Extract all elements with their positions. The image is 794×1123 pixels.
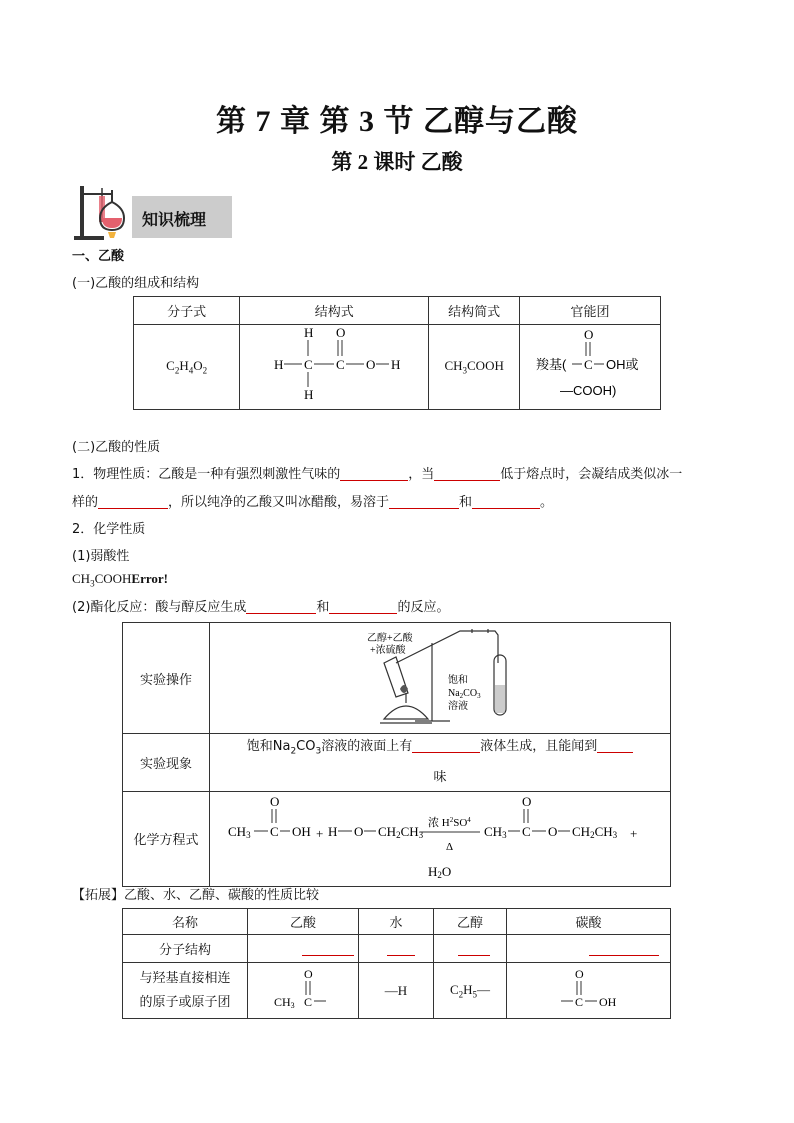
table-header: 碳酸 [507,909,671,935]
fill-blank[interactable] [329,599,397,614]
svg-text:—COOH): —COOH) [560,383,617,398]
table-header: 结构简式 [429,297,520,325]
fill-blank[interactable] [412,738,480,753]
table-header: 名称 [123,909,248,935]
acetic-group [248,963,359,1019]
ethanol-group: $C_2H_5—$ [434,963,507,1019]
table-header: 水 [359,909,434,935]
row-label: 化学方程式 [123,791,210,886]
svg-text:H: H [391,357,401,372]
table-header: 乙酸 [248,909,359,935]
acid-equation: $CH_3COOHError$! [72,571,168,589]
page-subtitle: 第 2 课时 乙酸 [331,150,463,174]
equation-cell [210,791,671,886]
svg-text:CH2CH3: CH2CH3 [572,823,618,840]
svg-text:O: O [522,793,532,809]
svg-text:+浓硫酸: +浓硫酸 [370,645,406,656]
comparison-table [122,908,671,1019]
fill-blank[interactable] [472,494,540,509]
acetyl-diagram [248,964,356,1018]
svg-text:+: + [316,825,324,841]
fill-blank[interactable] [389,494,459,509]
carboxyl-diagram [520,325,660,409]
fill-blank[interactable] [387,941,415,956]
answer-cell [507,935,671,963]
svg-text:+: + [630,825,638,841]
water-group: —H [359,963,434,1019]
svg-text:O: O [270,793,280,809]
answer-cell [359,935,434,963]
svg-text:CH2CH3: CH2CH3 [378,823,424,840]
table-header: 官能团 [520,297,661,325]
fill-blank[interactable] [246,599,316,614]
lab-flask-icon [72,182,132,242]
section-heading: 2．化学性质 [72,522,146,537]
svg-text:C: C [304,994,313,1009]
question-line: 样的 ，所以纯净的乙酸又叫冰醋酸，易溶于 和 。 [72,495,554,510]
apparatus-cell [210,623,671,734]
svg-text:OH或: OH或 [606,357,639,372]
fill-blank[interactable] [98,494,168,509]
fill-blank[interactable] [597,738,633,753]
svg-text:H: H [274,357,284,372]
section-heading: 一、乙酸 [72,249,125,264]
table-header: 乙醇 [434,909,507,935]
subsection-heading: (一)乙酸的组成和结构 [72,276,200,291]
svg-text:H2O: H2O [428,863,452,880]
answer-cell [434,935,507,963]
svg-text:C: C [304,357,313,372]
section-heading: (1)弱酸性 [72,549,130,564]
svg-text:O: O [354,823,364,839]
page-title: 第 7 章 第 3 节 乙醇与乙酸 [216,105,578,138]
extension-label: 【拓展】乙酸、水、乙醇、碳酸的性质比较 [72,888,320,903]
svg-text:H: H [304,387,314,402]
svg-text:H: H [328,823,338,839]
row-label: 实验现象 [123,734,210,792]
structural-formula-diagram [240,325,428,409]
carbonic-group [507,963,671,1019]
question-line: (2)酯化反应：酸与醇反应生成 和 的反应。 [72,600,450,615]
svg-text:CH3: CH3 [484,823,507,840]
svg-text:浓 H2SO4: 浓 $H^2SO^4$ [428,815,471,829]
svg-text:C: C [522,823,531,839]
svg-text:O: O [304,966,313,981]
row-label: 分子结构 [123,935,248,963]
svg-text:C: C [584,357,593,372]
svg-text:O: O [336,325,346,340]
svg-text:O: O [366,357,376,372]
svg-text:Na2CO3: $Na_2CO_3$ [448,688,481,700]
svg-text:乙醇+乙酸: 乙醇+乙酸 [367,633,413,644]
structural-short-formula: $CH_3COOH$ [429,325,520,410]
experiment-table [122,622,671,887]
svg-text:Δ: Δ [446,840,454,853]
fill-blank[interactable] [302,941,354,956]
fill-blank[interactable] [458,941,490,956]
svg-text:CH3: CH3 [274,994,295,1010]
structure-table [133,296,661,410]
carbonic-diagram [507,964,667,1018]
structural-formula [240,325,429,410]
question-line: 1．物理性质：乙酸是一种有强烈刺激性气味的 ，当 低于熔点时，会凝结成类似冰一 [72,467,683,482]
molecular-formula: $C_2H_4O_2$ [134,325,240,410]
svg-text:C: C [575,994,584,1009]
svg-text:饱和: 饱和 [448,675,468,686]
svg-text:羧基(: 羧基( [536,357,567,372]
fill-blank[interactable] [340,466,408,481]
esterification-equation [210,792,670,886]
svg-text:OH: OH [292,823,311,839]
row-label: 实验操作 [123,623,210,734]
fill-blank[interactable] [589,941,659,956]
svg-text:O: O [584,327,594,342]
table-header: 结构式 [240,297,429,325]
subsection-heading: (二)乙酸的性质 [72,440,161,455]
svg-text:C: C [270,823,279,839]
svg-text:CH3: CH3 [228,823,251,840]
answer-cell [248,935,359,963]
svg-text:溶液: 溶液 [448,701,468,712]
svg-text:H: H [304,325,314,340]
svg-text:OH: OH [599,994,617,1009]
svg-text:C: C [336,357,345,372]
esterification-apparatus [210,623,670,733]
svg-text:O: O [575,966,584,981]
section-badge: 知识梳理 [132,196,232,238]
row-label: 与羟基直接相连 的原子或原子团 [123,963,248,1019]
svg-text:O: O [548,823,558,839]
table-header: 分子式 [134,297,240,325]
fill-blank[interactable] [434,466,500,481]
functional-group [520,325,661,410]
observation-cell: 饱和$Na_2CO_3$溶液的液面上有 液体生成，且能闻到 味 [210,734,671,792]
